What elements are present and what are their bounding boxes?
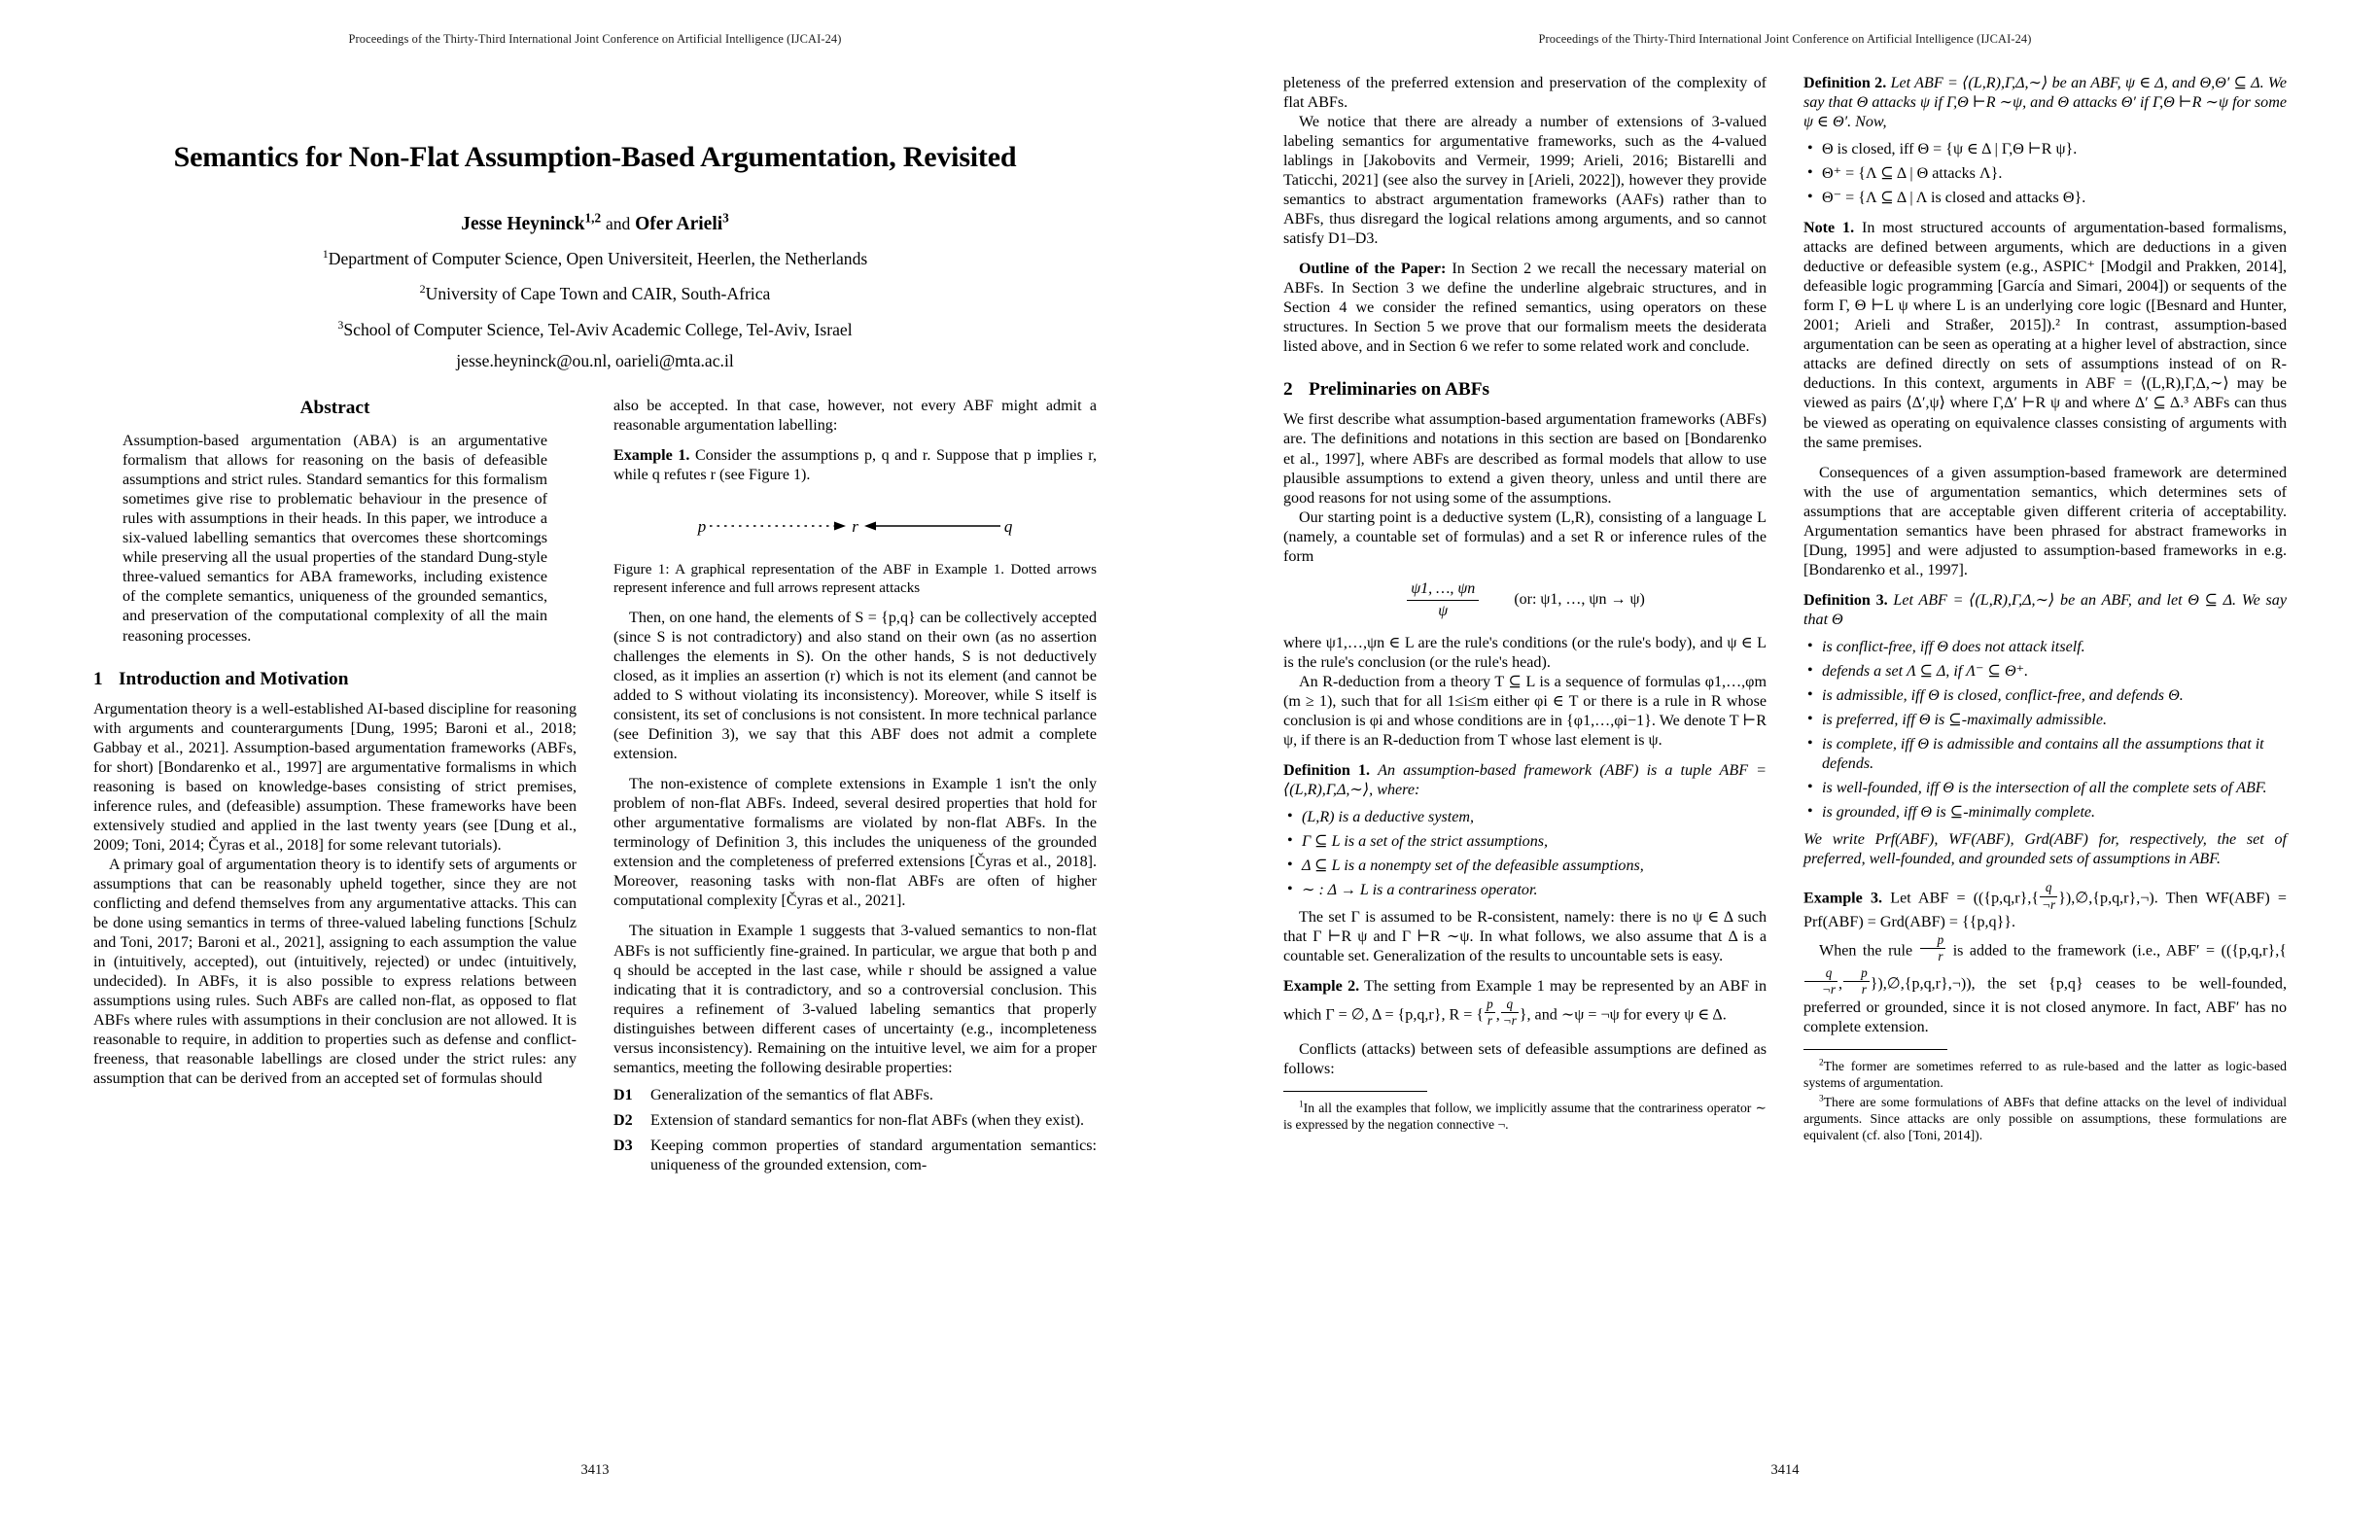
definition-1-item-4	[1283, 881, 1767, 900]
definition-2-label: Definition 2.	[1803, 75, 1887, 91]
page-left-body	[93, 64, 1097, 1433]
example-2-label: Example 2.	[1283, 977, 1360, 995]
column-1	[93, 397, 577, 1181]
note-1-label: Note 1.	[1803, 220, 1855, 237]
desideratum-d3	[613, 1137, 1097, 1175]
affiliation-3-mark: 3	[337, 317, 344, 332]
col3-paragraph-1: We notice that there are already a number of extensions of 3-valued labeling semantics for argumentative frameworks, such as the 4-valued lablings in [Jakobovits and Vermeir, 1999; Arieli, 2016; Bistarelli and Taticchi, 2021] (see also the survey in [Arieli, 2022]), however they provide semantics to abstract argumentation frameworks (AAFs) rather than to ABFs, thus disregard the logical relations among arguments, and so cannot satisfy D1–D3.	[1283, 114, 1767, 248]
footnote-2	[1803, 1059, 2287, 1092]
col4-paragraph-2	[1803, 830, 2287, 869]
figure-1-caption: Figure 1: A graphical representation of the ABF in Example 1. Dotted arrows represent inference and full arrows represent attacks	[613, 562, 1097, 597]
section-heading-introduction	[93, 668, 577, 691]
example-3-text-b: }),∅,{p,q,r},¬). Then WF(ABF) = Prf(ABF) = Grd(ABF) = {{p,q}}.	[1803, 890, 2287, 930]
outline-text: In Section 2 we recall the necessary material on ABFs. In Section 3 we define the underline algebraic structures, and in Section 4 we consider the refined semantics, using operators on these structures. In Section 5 we prove that our formalism meets the desiderata listed above, and in Section 6 we refer to some related work and conclude.	[1283, 261, 1767, 356]
page-title: Semantics for Non-Flat Assumption-Based Argumentation, Revisited	[173, 141, 1017, 173]
outline-paragraph	[1283, 260, 1767, 357]
author-2-affil-marks: 3	[722, 210, 729, 226]
figure-node-q: q	[1003, 516, 1013, 536]
example-2-rule-1: $\frac{p}{r}$	[1487, 997, 1493, 1029]
definition-3-item-5	[1803, 735, 2287, 774]
definition-2-item-3	[1803, 189, 2287, 208]
figure-1-diagram	[613, 501, 1097, 551]
footnotes-left-page	[1283, 1091, 1767, 1134]
col2-paragraph-4: The situation in Example 1 suggests that 3-valued semantics to non-flat ABFs is not sufficiently fine-grained. In particular, we argue that both p and q should be accepted in the last case, while r should be assigned a value indicating that it is contradictory, and so a controversial conclusion. This requires a refinement of 3-valued labeling semantics that properly distinguishes between different cases of uncertainty (e.g., incompleteness versus inconsistency). Remaining on the intuitive level, we aim for a proper semantics, meeting the following desirable properties:	[613, 923, 1097, 1076]
added-rule: $\frac{p}{r}$	[1920, 932, 1946, 965]
running-head: Proceedings of the Thirty-Third International Joint Conference on Artificial Intelligence (IJCAI-24)	[348, 32, 842, 46]
desiderata-list	[613, 1086, 1097, 1175]
col3-continuation: pleteness of the preferred extension and preservation of the complexity of flat ABFs.	[1283, 75, 1767, 112]
column-3	[1283, 74, 1767, 1147]
definition-3-item-1	[1803, 638, 2287, 657]
definition-1-item-2	[1283, 832, 1767, 852]
definition-2	[1803, 74, 2287, 132]
col2-paragraph-3: The non-existence of complete extensions in Example 1 isn't the only problem of non-flat ABFs. Indeed, several desired properties that hold for other argumentative formalisms are violated by non-flat ABFs. In the terminology of Definition 3, this includes the uniqueness of the grounded extension and the completeness of preferred extensions [Čyras et al., 2018]. Moreover, reasoning tasks with non-flat ABFs are often of higher computational complexity [Čyras et al., 2021].	[613, 776, 1097, 910]
definition-1-item-1	[1283, 808, 1767, 827]
definition-3-item-1-text: is conflict-free, iff Θ does not attack itself.	[1822, 638, 2085, 655]
intro-paragraph-1: Argumentation theory is a well-established AI-based discipline for reasoning with arguments and counterarguments [Dung, 1995; Baroni et al., 2018; Gabbay et al., 2021]. Assumption-based argumentation frameworks (ABFs, for short) [Bondarenko et al., 1997] are argumentative formalisms in which reasoning is based on knowledge-bases consisting of strict premises, inference rules, and (defeasible) assumption. These frameworks have been extensively studied and applied in the last twenty years (see [Dung et al., 2009; Toni, 2014; Čyras et al., 2018] for some relevant tutorials).	[93, 700, 577, 854]
section-1-number: 1	[93, 668, 103, 689]
definition-2-item-1	[1803, 140, 2287, 159]
footnote-1	[1283, 1101, 1767, 1134]
note-1-text: In most structured accounts of argumentation-based formalisms, attacks are defined between arguments, which are deductions in a given deductive or defeasible system (e.g., ASPIC⁺ [Modgil and Prakken, 2014], defeasible logic programming [García and Simari, 2004]) or sequents of the form Γ, Θ ⊢L ψ where L is an underlying core logic ([Besnard and Hunter, 2001; Arieli and Straßer, 2015]).² In contrast, assumption-based argumentation can be seen as operating at a higher level of abstraction, since attacks are defined directly on sets of assumptions instead of on R-deductions. In this context, arguments in ABF = ⟨(L,R),Γ,Δ,∼⟩ may be viewed as pairs ⟨Δ′,ψ⟩ where Γ,Δ′ ⊢R ψ and where Δ′ ⊆ Δ.³ ABFs can thus be viewed as operating on equivalence classes consisting of arguments with the same premises.	[1803, 220, 2287, 451]
section-heading-preliminaries	[1283, 378, 1767, 402]
column-4	[1803, 74, 2287, 1147]
col4-paragraph-3-b: is added to the framework (i.e., ABF′ = (({p,q,r},{	[1952, 942, 2288, 960]
example-1-text: Consider the assumptions p, q and r. Suppose that p implies r, while q refutes r (see Figure 1).	[613, 447, 1097, 484]
footnote-1-mark: 1	[1299, 1100, 1304, 1110]
col3-paragraph-4: where ψ1,…,ψn ∈ L are the rule's conditions (or the rule's body), and ψ ∈ L is the rule's conclusion (or the rule's head).	[1283, 634, 1767, 671]
definition-2-items	[1803, 140, 2287, 208]
intro-paragraph-2: A primary goal of argumentation theory is to identify sets of arguments or assumptions that can be reasonably upheld together, since they are not conflicting and defend themselves from any argumentative attacks. This can be done using semantics in terms of three-valued labeling functions [Schulz and Toni, 2017; Baroni et al., 2021], assigning to each assumption the value in (intuitively, accepted), out (intuitively, rejected) or undec (intuitively, undecided). In ABFs, it is also possible to express relations between assumptions using rules. Such ABFs are called non-flat, as opposed to flat ABFs where rules with assumptions in their conclusion are not allowed. It is reasonable to require, in addition to properties such as defense and conflict-freeness, that reasonable labellings are closed under the strict rules: any assumption that can be derived from an accepted set of formulas should	[93, 856, 577, 1088]
desideratum-d2	[613, 1111, 1097, 1131]
definition-3-item-7	[1803, 803, 2287, 822]
desideratum-d1-tag: D1	[613, 1086, 633, 1103]
footnote-separator-right	[1803, 1049, 1947, 1050]
definition-3-item-4-text: is preferred, iff Θ is ⊆-maximally admissible.	[1822, 711, 2108, 728]
affiliation-1-mark: 1	[322, 247, 329, 262]
definition-3-item-4	[1803, 711, 2287, 730]
note-1	[1803, 219, 2287, 452]
section-1-title: Introduction and Motivation	[119, 668, 349, 689]
definition-2-item-3-text: Θ⁻ = {Λ ⊆ Δ | Λ is closed and attacks Θ}.	[1822, 190, 2086, 207]
rule-denominator: ψ	[1438, 602, 1449, 619]
desideratum-d3-text: Keeping common properties of standard argumentation semantics: uniqueness of the grounded extension, com-	[650, 1137, 1097, 1173]
definition-1	[1283, 761, 1767, 800]
definition-1-item-1-text: (L,R) is a deductive system,	[1302, 808, 1474, 825]
example-2: Example 2. The setting from Example 1 may be represented by an ABF in which Γ = ∅, Δ = {p,q,r}, R = { $\frac{p}{r}$ , $\frac{q}{\neg r}$ }, and ∼ψ = ¬ψ for every ψ ∈ Δ.	[1283, 977, 1767, 1029]
col4-paragraph-3-c: }),∅,{p,q,r},¬)), the set {p,q} ceases to be well-founded, preferred or grounded, since it is not closed anymore. In fact, ABF′ has no complete extension.	[1803, 975, 2287, 1035]
inference-rule-display	[1283, 579, 1767, 621]
example-3-text-a: Let ABF = (({p,q,r},{	[1890, 890, 2040, 907]
author-emails: jesse.heyninck@ou.nl, oarieli@mta.ac.il	[456, 351, 734, 371]
figure-node-r: r	[852, 516, 858, 536]
abstract-text: Assumption-based argumentation (ABA) is an argumentative formalism that allows for reasoning on the basis of defeasible assumptions and strict rules. Standard semantics for this formalism sometimes give rise to problematic behaviour in the presence of rules with assumptions in their heads. In this paper, we introduce a six-valued labelling semantics that overcomes these shortcomings while preserving all the usual properties of the standard Dung-style three-valued semantics for ABA frameworks, including existence of the complete semantics, uniqueness of the grounded semantics, and preservation of the computational complexity of all the main reasoning processes.	[122, 433, 547, 645]
example-3-rule-1: $\frac{q}{\neg r}$	[2042, 880, 2056, 912]
definition-3-item-2	[1803, 662, 2287, 682]
definition-3-item-3-text: is admissible, iff Θ is closed, conflict-free, and defends Θ.	[1822, 686, 2184, 704]
col2-continuation: also be accepted. In that case, however, not every ABF might admit a reasonable argumentation labelling:	[613, 398, 1097, 435]
rule-numerator: ψ1, …, ψn	[1407, 579, 1479, 601]
definition-3-item-6-text: is well-founded, iff Θ is the intersection of all the complete sets of ABF.	[1822, 780, 2267, 796]
definition-1-text: An assumption-based framework (ABF) is a tuple ABF = ⟨(L,R),Γ,Δ,∼⟩, where:	[1283, 761, 1767, 798]
definition-2-item-1-text: Θ is closed, iff Θ = {ψ ∈ Δ | Γ,Θ ⊢R ψ}.	[1822, 141, 2078, 158]
definition-3-items	[1803, 638, 2287, 822]
definition-3-item-3	[1803, 686, 2287, 706]
col4-paragraph-3: When the rule $\frac{p}{r}$ is added to the framework (i.e., ABF′ = (({p,q,r},{ $\frac{q}{\neg r}$ , $\frac{p}{r}$ }),∅,{p,q,r},¬)), the set {p,q} ceases to be well-founded, preferred or grounded, since it is not closed anymore. In fact, ABF′ has no complete extension.	[1803, 932, 2288, 1035]
desideratum-d2-text: Extension of standard semantics for non-flat ABFs (when they exist).	[650, 1111, 1085, 1129]
author-1: Jesse Heyninck	[461, 214, 585, 234]
footnote-1-text: In all the examples that follow, we implicitly assume that the contrariness operator ∼ is expressed by the negation connective ¬.	[1283, 1100, 1767, 1132]
definition-1-item-4-text: ∼ : Δ → L is a contrariness operator.	[1302, 881, 1538, 898]
author-line	[93, 210, 1097, 235]
inference-rule-fraction	[1407, 579, 1479, 621]
col3-paragraph-3: Our starting point is a deductive system (L,R), consisting of a language L (namely, a countable set of formulas) and a set R or inference rules of the form	[1283, 508, 1767, 565]
desideratum-d1	[613, 1086, 1097, 1105]
definition-3	[1803, 591, 2287, 630]
example-2-text-b: }, and ∼ψ = ¬ψ for every ψ ∈ Δ.	[1519, 1006, 1727, 1024]
col3-paragraph-2: We first describe what assumption-based argumentation frameworks (ABFs) are. The definitions and notations in this section are based on [Bondarenko et al., 1997], where ABFs are described as formal models that allow to use plausible assumptions to extend a given theory, unless and until there are good reasons for not using some of the assumptions.	[1283, 411, 1767, 507]
column-2	[613, 397, 1097, 1181]
footnote-3-mark: 3	[1819, 1094, 1824, 1104]
author-1-affil-marks: 1,2	[584, 210, 602, 226]
definition-2-item-2-text: Θ⁺ = {Λ ⊆ Δ | Θ attacks Λ}.	[1822, 165, 2003, 183]
abf-prime-rule-1: $\frac{q}{\neg r}$	[1804, 965, 1838, 998]
definition-3-item-2-text: defends a set Λ ⊆ Δ, if Λ⁻ ⊆ Θ⁺.	[1822, 662, 2029, 680]
col3-paragraph-5: An R-deduction from a theory T ⊆ L is a sequence of formulas φ1,…,φm (m ≥ 1), such that for all 1≤i≤m either φi ∈ T or there is a rule in R whose conclusion is φi and whose conditions are in {φ1,…,φi−1}. We denote T ⊢R ψ, if there is an R-deduction from T whose last element is ψ.	[1283, 673, 1767, 749]
affiliation-1	[93, 248, 1097, 270]
example-2-text-a: The setting from Example 1 may be represented by an ABF in which Γ = ∅, Δ = {p,q,r}, R = {	[1283, 977, 1767, 1024]
page-right-body	[1283, 64, 2287, 1433]
figure-node-p: p	[697, 516, 707, 536]
definition-1-item-3	[1283, 857, 1767, 876]
col3-paragraph-6: The set Γ is assumed to be R-consistent, namely: there is no ψ ∈ Δ such that Γ ⊢R ψ and Γ ⊢R ∼ψ. In what follows, we also assume that Δ is a countable set. Generalization of the results to uncountable sets is easy.	[1283, 908, 1767, 964]
col3-paragraph-7: Conflicts (attacks) between sets of defeasible assumptions are defined as follows:	[1283, 1040, 1767, 1077]
definition-3-item-5-text: is complete, iff Θ is admissible and contains all the assumptions that it defends.	[1822, 735, 2264, 772]
section-2-title: Preliminaries on ABFs	[1309, 379, 1490, 401]
page-left-columns	[93, 397, 1097, 1181]
rule-alternative-notation: (or: ψ1, …, ψn → ψ)	[1514, 590, 1645, 608]
definition-2-text: Let ABF = ⟨(L,R),Γ,Δ,∼⟩ be an ABF, ψ ∈ Δ, and Θ,Θ′ ⊆ Δ. We say that Θ attacks ψ if Γ,Θ ⊢R ∼ψ, and Θ attacks Θ′ if Γ,Θ ⊢R ∼ψ for some ψ ∈ Θ′. Now,	[1803, 75, 2287, 131]
page-right-columns	[1283, 74, 2287, 1147]
desideratum-d3-tag: D3	[613, 1137, 633, 1154]
footnote-separator	[1283, 1091, 1427, 1092]
footnote-2-text: The former are sometimes referred to as rule-based and the latter as logic-based systems of argumentation.	[1803, 1058, 2287, 1090]
running-head-right: Proceedings of the Thirty-Third International Joint Conference on Artificial Intelligence (IJCAI-24)	[1538, 32, 2032, 46]
definition-3-item-7-text: is grounded, iff Θ is ⊆-minimally complete.	[1822, 804, 2096, 822]
col4-paragraph-3-a: When the rule	[1819, 942, 1913, 960]
page-number-right: 3414	[1770, 1462, 1800, 1478]
definition-2-item-2	[1803, 164, 2287, 184]
col2-paragraph-2: Then, on one hand, the elements of S = {p,q} can be collectively accepted (since S is not contradictory) and also stand on their own (as no assertion challenges the elements in S). On the other hands, S is not deductively closed, as it implies an assertion (r) which is not its element (and cannot be added to S without violating its inconsistency). Moreover, while S itself is consistent, its set of conclusions is not consistent. In more technical parlance (see Definition 3), we say that this ABF does not admit a complete extension.	[613, 610, 1097, 763]
example-2-rule-2: $\frac{q}{\neg r}$	[1502, 997, 1517, 1029]
definition-3-text: Let ABF = ⟨(L,R),Γ,Δ,∼⟩ be an ABF, and let Θ ⊆ Δ. We say that Θ	[1803, 591, 2287, 628]
example-1-label: Example 1.	[613, 447, 690, 465]
figure-1	[613, 501, 1097, 598]
footnotes-right-page	[1803, 1049, 2287, 1144]
definition-1-items	[1283, 808, 1767, 900]
definition-3-item-6	[1803, 779, 2287, 798]
affiliation-3-text: School of Computer Science, Tel-Aviv Academic College, Tel-Aviv, Israel	[343, 319, 853, 339]
affiliation-1-text: Department of Computer Science, Open Universiteit, Heerlen, the Netherlands	[328, 249, 868, 268]
affiliation-2-text: University of Cape Town and CAIR, South-Africa	[425, 284, 771, 304]
abf-prime-rule-2: $\frac{p}{r}$	[1843, 965, 1870, 998]
inference-arrow-icon	[706, 516, 852, 536]
col4-paragraph-1: Consequences of a given assumption-based framework are determined with the use of argumentation semantics, which determines sets of assumptions that are acceptable given different criteria of acceptability. Argumentation semantics have been phrased for abstract frameworks in [Dung, 1995] and were adjusted to assumption-based frameworks in e.g. [Bondarenko et al., 1997].	[1803, 464, 2287, 578]
example-3	[1803, 880, 2287, 932]
abstract-heading: Abstract	[299, 398, 370, 419]
footnote-2-mark: 2	[1819, 1058, 1824, 1068]
outline-label: Outline of the Paper:	[1299, 261, 1447, 278]
abstract-block	[93, 397, 577, 646]
definition-1-item-2-text: Γ ⊆ L is a set of the strict assumptions,	[1302, 832, 1549, 850]
affiliation-2-mark: 2	[419, 282, 426, 297]
definition-1-label: Definition 1.	[1283, 761, 1371, 779]
affiliation-3	[93, 319, 1097, 341]
page-number-left: 3413	[580, 1462, 610, 1478]
author-conjunction: and	[605, 214, 631, 233]
col4-paragraph-2-text: We write Prf(ABF), WF(ABF), Grd(ABF) for, respectively, the set of preferred, well-founded, and grounded sets of assumptions in ABF.	[1803, 831, 2287, 868]
page-right	[1190, 0, 2380, 1540]
definition-3-label: Definition 3.	[1803, 591, 1888, 609]
example-1	[613, 446, 1097, 485]
author-2: Ofer Arieli	[635, 214, 723, 234]
footnote-3	[1803, 1095, 2287, 1144]
affiliation-2	[93, 283, 1097, 305]
desideratum-d2-tag: D2	[613, 1111, 633, 1129]
attack-arrow-icon	[858, 516, 1004, 536]
section-2-number: 2	[1283, 379, 1293, 401]
footnote-3-text: There are some formulations of ABFs that define attacks on the level of individual arguments. Since attacks are only possible on assumptions, these formulations are equivalent (cf. also [Toni, 2014]).	[1803, 1094, 2287, 1142]
desideratum-d1-text: Generalization of the semantics of flat ABFs.	[650, 1086, 933, 1103]
definition-1-item-3-text: Δ ⊆ L is a nonempty set of the defeasible assumptions,	[1302, 857, 1644, 874]
example-3-label: Example 3.	[1803, 890, 1883, 907]
